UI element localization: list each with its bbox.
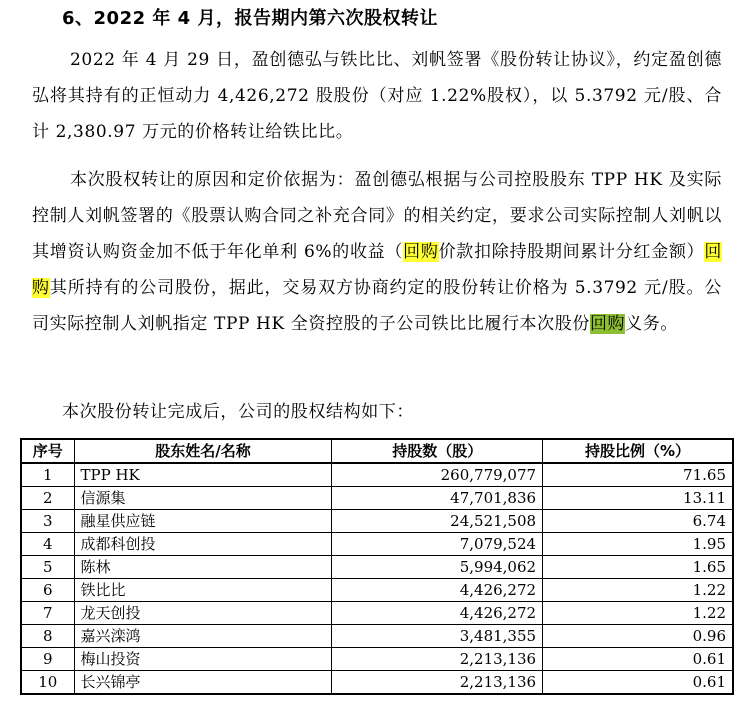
cell-name: 嘉兴滦鸿 — [74, 625, 332, 648]
header-name: 股东姓名/名称 — [74, 439, 332, 463]
cell-ratio: 0.61 — [543, 671, 733, 695]
table-row — [21, 579, 733, 602]
cell-no: 1 — [21, 463, 74, 487]
table-row — [21, 556, 733, 579]
reason-text-2: 价款扣除持股期间累计分红金额） — [438, 242, 705, 262]
paragraph-transfer-reason — [32, 162, 722, 342]
cell-shares: 24,521,508 — [332, 510, 543, 533]
header-no: 序号 — [21, 439, 74, 463]
cell-no: 10 — [21, 671, 74, 695]
table-row — [21, 602, 733, 625]
cell-shares: 7,079,524 — [332, 533, 543, 556]
cell-no: 7 — [21, 602, 74, 625]
reason-text-4: 义务。 — [625, 314, 678, 334]
cell-shares: 4,426,272 — [332, 579, 543, 602]
cell-name: 铁比比 — [74, 579, 332, 602]
cell-ratio: 71.65 — [543, 463, 733, 487]
cell-name: 成都科创投 — [74, 533, 332, 556]
cell-ratio: 1.22 — [543, 602, 733, 625]
cell-name: 融星供应链 — [74, 510, 332, 533]
table-header-row — [21, 439, 733, 463]
reason-text-3: 其所持有的公司股份，据此，交易双方协商约定的股份转让价格为 5.3792 元/股。公司实际控制人刘帆指定 TPP HK 全资控股的子公司铁比比履行本次股份 — [32, 278, 722, 334]
cell-no: 8 — [21, 625, 74, 648]
cell-shares: 2,213,136 — [332, 671, 543, 695]
shareholding-table — [20, 438, 734, 695]
cell-no: 5 — [21, 556, 74, 579]
cell-shares: 4,426,272 — [332, 602, 543, 625]
cell-no: 6 — [21, 579, 74, 602]
header-ratio: 持股比例（%） — [543, 439, 733, 463]
cell-name: 龙天创投 — [74, 602, 332, 625]
cell-shares: 5,994,062 — [332, 556, 543, 579]
paragraph-table-intro: 本次股份转让完成后，公司的股权结构如下： — [62, 402, 414, 422]
table-row — [21, 463, 733, 487]
cell-no: 2 — [21, 487, 74, 510]
table-row — [21, 671, 733, 695]
table-row — [21, 533, 733, 556]
highlight-buyback-1: 回购 — [403, 242, 439, 262]
cell-shares: 260,779,077 — [332, 463, 543, 487]
cell-shares: 3,481,355 — [332, 625, 543, 648]
cell-ratio: 0.61 — [543, 648, 733, 671]
cell-name: 陈林 — [74, 556, 332, 579]
cell-name: 梅山投资 — [74, 648, 332, 671]
cell-name: TPP HK — [74, 463, 332, 487]
cell-no: 9 — [21, 648, 74, 671]
cell-name: 长兴锦亭 — [74, 671, 332, 695]
paragraph-transfer-agreement: 2022 年 4 月 29 日，盈创德弘与铁比比、刘帆签署《股份转让协议》，约定盈创德弘将其持有的正恒动力 4,426,272 股股份（对应 1.22%股权），以 5.3792 元/股、合计 2,380.97 万元的价格转让给铁比比。 — [32, 50, 722, 142]
header-shares: 持股数（股） — [332, 439, 543, 463]
cell-name: 信源集 — [74, 487, 332, 510]
cell-ratio: 1.95 — [543, 533, 733, 556]
reason-text-1: 本次股权转让的原因和定价依据为：盈创德弘根据与公司控股股东 TPP HK 及实际控制人刘帆签署的《股票认购合同之补充合同》的相关约定，要求公司实际控制人刘帆以其增资认购资金加不低于年化单利 6%的收益（ — [32, 170, 722, 262]
cell-shares: 2,213,136 — [332, 648, 543, 671]
cell-ratio: 0.96 — [543, 625, 733, 648]
section-heading: 6、2022 年 4 月，报告期内第六次股权转让 — [62, 8, 438, 29]
cell-ratio: 13.11 — [543, 487, 733, 510]
cell-shares: 47,701,836 — [332, 487, 543, 510]
table-row — [21, 510, 733, 533]
cell-ratio: 1.65 — [543, 556, 733, 579]
cell-no: 4 — [21, 533, 74, 556]
highlight-buyback-2: 回购 — [32, 242, 723, 298]
table-row — [21, 487, 733, 510]
cell-no: 3 — [21, 510, 74, 533]
cell-ratio: 1.22 — [543, 579, 733, 602]
table-row — [21, 648, 733, 671]
cell-ratio: 6.74 — [543, 510, 733, 533]
table-row — [21, 625, 733, 648]
highlight-buyback-3: 回购 — [589, 314, 626, 334]
